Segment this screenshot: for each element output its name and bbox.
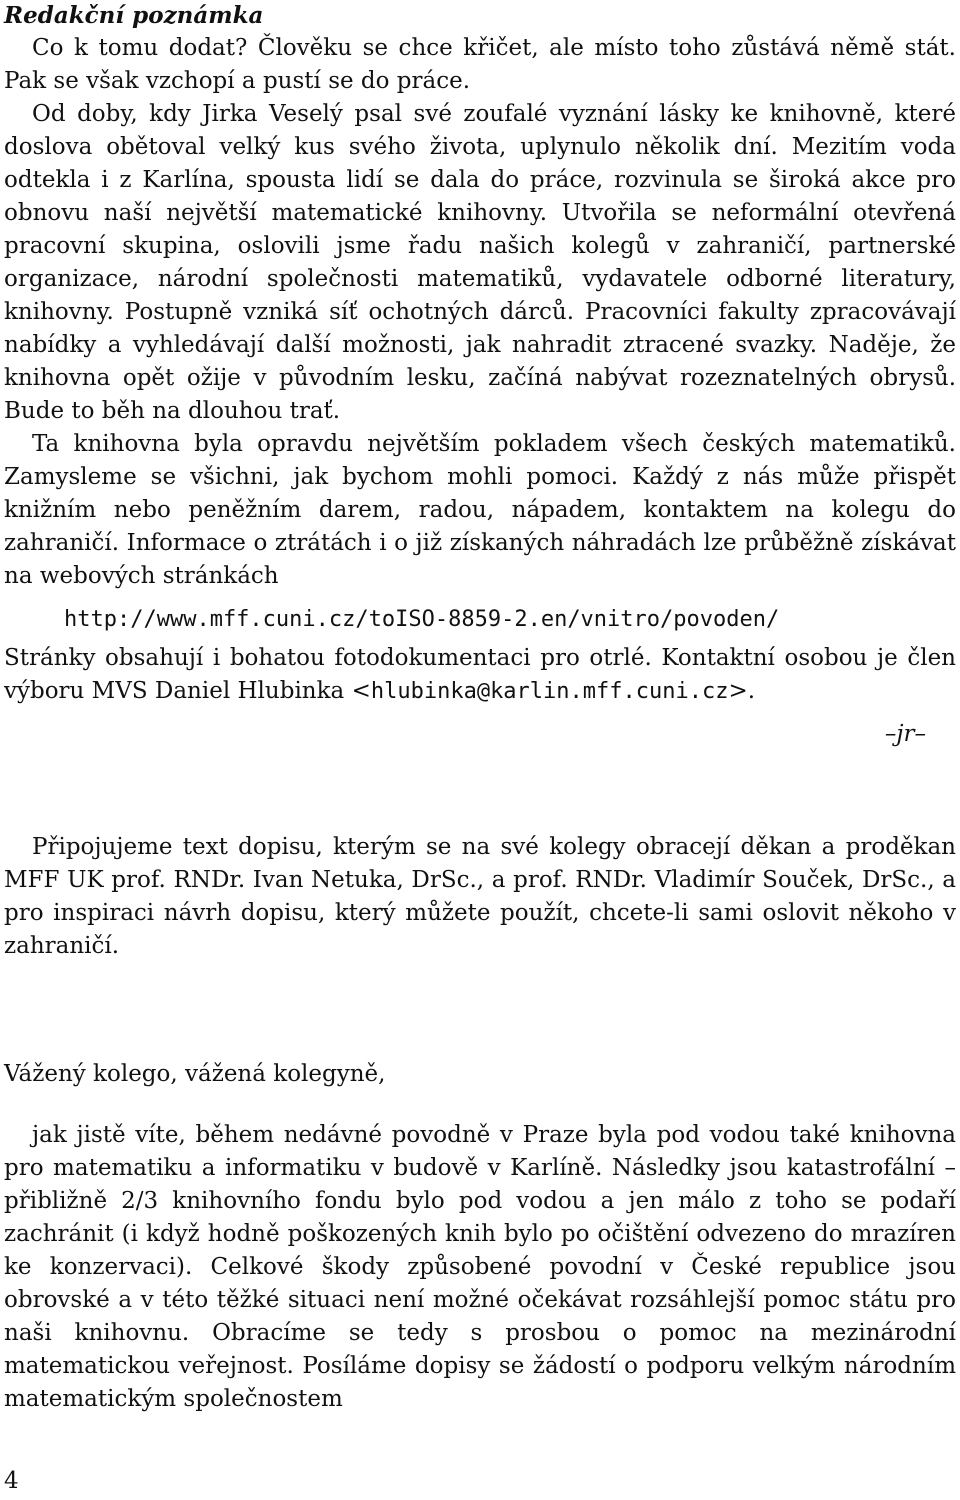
editorial-paragraph-2: Od doby, kdy Jirka Veselý psal své zoufalé vyznání lásky ke knihovně, které doslova obětoval velký kus svého života, uplynulo několik dní. Mezitím voda odtekla i z Karlína, spousta lidí se dala do práce, rozvinula se široká akce pro obnovu naší největší matematické knihovny. Utvořila se neformální otevřená pracovní skupina, oslovili jsme řadu našich kolegů v zahraničí, partnerské organizace, národní společnosti matematiků, vydavatele odborné literatury, knihovny. Postupně vzniká síť ochotných dárců. Pracovníci fakulty zpracovávají nabídky a vyhledávají další možnosti, jak nahradit ztracené svazky. Naděje, že knihovna opět ožije v původním lesku, začíná nabývat rozeznatelných obrysů. Bude to běh na dlouhou trať. bbox=[4, 101, 956, 424]
contact-text-before: Stránky obsahují i bohatou fotodokumentaci pro otrlé. Kontaktní osobou je člen výboru MVS Daniel Hlubinka < bbox=[4, 645, 956, 704]
letter-salutation: Vážený kolego, vážená kolegyně, bbox=[4, 1061, 386, 1087]
section-title: Redakční poznámka bbox=[4, 2, 264, 29]
editor-signature: –jr– bbox=[884, 721, 926, 747]
contact-email-link[interactable]: hlubinka@karlin.mff.cuni.cz bbox=[370, 679, 729, 704]
editorial-paragraph-1: Co k tomu dodat? Člověku se chce křičet, ale místo toho zůstává němě stát. Pak se však vzchopí a pustí se do práce. bbox=[4, 35, 956, 94]
webpage-url-link[interactable]: http://www.mff.cuni.cz/toISO-8859-2.en/vnitro/povoden/ bbox=[64, 607, 780, 632]
letter-body: jak jistě víte, během nedávné povodně v Praze byla pod vodou také knihovna pro matematiku a informatiku v budově v Karlíně. Následky jsou katastrofální – přibližně 2/3 knihovního fondu bylo pod vodou a jen málo z toho se podaří zachránit (i když hodně poškozených knih bylo po očištění odvezeno do mrazíren ke konzervaci). Celkové škody způsobené povodní v České republice jsou obrovské a v této těžké situaci není možné očekávat rozsáhlejší pomoc státu pro naši knihovnu. Obracíme se tedy s prosbou o pomoc na mezinárodní matematickou veřejnost. Posíláme dopisy se žádostí o podporu velkým národním matematickým společnostem bbox=[4, 1122, 956, 1412]
page-number: 4 bbox=[4, 1468, 19, 1494]
editorial-paragraph-3: Ta knihovna byla opravdu největším pokladem všech českých matematiků. Zamysleme se všichni, jak bychom mohli pomoci. Každý z nás může přispět knižním nebo peněžním darem, radou, nápadem, kontaktem na kolegu do zahraničí. Informace o ztrátách i o již získaných náhradách lze průběžně získávat na webových stránkách bbox=[4, 431, 956, 589]
intro-paragraph: Připojujeme text dopisu, kterým se na své kolegy obracejí děkan a proděkan MFF UK prof. RNDr. Ivan Netuka, DrSc., a prof. RNDr. Vladimír Souček, DrSc., a pro inspiraci návrh dopisu, který můžete použít, chcete-li sami oslovit někoho v zahraničí. bbox=[4, 834, 956, 959]
contact-text-after: >. bbox=[728, 678, 756, 704]
contact-paragraph bbox=[4, 642, 956, 708]
